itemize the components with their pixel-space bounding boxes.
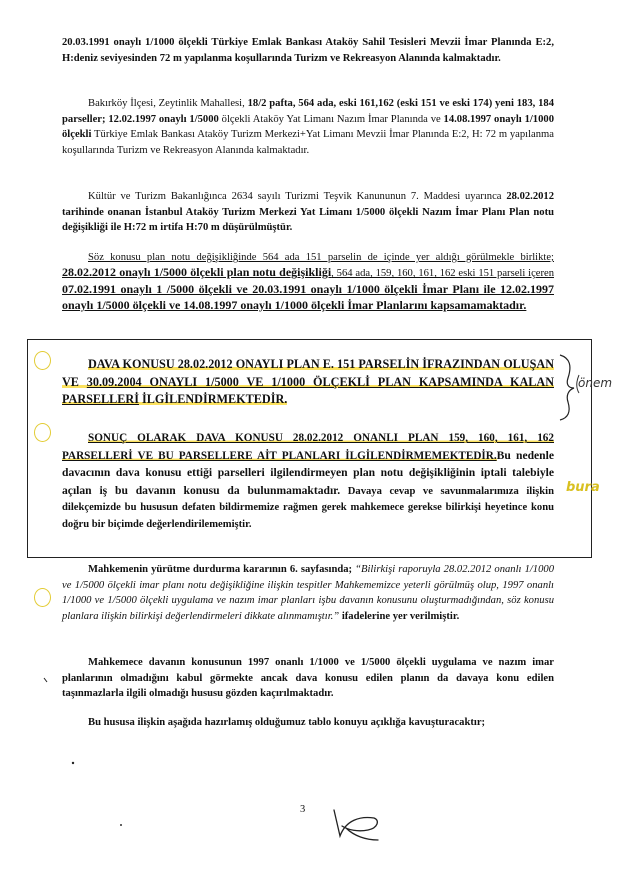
margin-circle-mark	[34, 351, 51, 370]
margin-circle-mark	[34, 423, 51, 442]
paragraph-5-part-1: DAVA KONUSU 28.02.2012 ONAYLI PLAN E. 151 PARSELİN İFRAZINDAN OLUŞAN VE	[62, 357, 554, 389]
paragraph-4-part-2: 28.02.2012 onaylı 1/5000 ölçekli plan notu değişikliği	[62, 265, 332, 280]
margin-tick-mark	[42, 676, 50, 684]
paragraph-4	[62, 250, 554, 315]
margin-dot-mark	[118, 822, 124, 828]
paragraph-6-part-2: Bu nedenle davacının dava konusu ettiği parselleri ilgilendirmeyen plan notu değişikliğinin iptali talebiyle açılan iş bu davanın konusu da bulunmamaktadır.	[62, 448, 554, 497]
paragraph-2	[62, 96, 554, 158]
paragraph-2-part-1: Bakırköy İlçesi, Zeytinlik Mahallesi,	[88, 98, 248, 109]
paragraph-3-part-1: Kültür ve Turizm Bakanlığınca 2634 sayılı Turizmi Teşvik Kanununun 7. Maddesi uyarınca	[88, 191, 507, 202]
paragraph-2-part-4: 14.08.1997 onaylı 1/1000 ölçekli	[62, 113, 554, 141]
paragraph-3	[62, 189, 554, 236]
paragraph-5	[62, 356, 554, 409]
paragraph-8: Mahkemece davanın konusunun 1997 onanlı 1/1000 ve 1/5000 ölçekli uygulama ve nazım imar planlarının olmadığını kabul görmekte ancak dava konusu edilen planın da davaya konu edilen taşınmazlarla ilgili olmadığı hususu gözden kaçırılmaktadır.	[62, 657, 554, 700]
paragraph-4-part-4: 07.02.1991 onaylı 1 /5000 ölçekli ve 20.03.1991 onaylı 1/1000 ölçekli İmar Planı ile 12.02.1997 onaylı 1/5000 ölçekli ve 14.08.1997 onaylı 1/1000 ölçekli İmar Planlarını kapsamamaktadır.	[62, 281, 554, 313]
paragraph-2-part-2: 18/2 pafta, 564 ada, eski 161,162 (eski 151 ve eski 174) yeni 183, 184 parseller; 12.02.1997 onaylı 1/5000	[62, 98, 554, 125]
paragraph-5-part-2: 30.09.2004 ONAYLI 1/5000 VE 1/1000 ÖLÇEKLİ PLAN KAPSAMINDA KALAN PARSELLERİ	[62, 374, 554, 407]
handwritten-brace-mark	[556, 352, 578, 422]
paragraph-4-part-3: , 564 ada, 159, 160, 161, 162 eski 151 parseli içeren	[331, 268, 554, 280]
paragraph-5-part-3: İLGİLENDİRMEKTEDİR.	[138, 392, 288, 407]
paragraph-7	[62, 562, 554, 624]
paragraph-9: Bu hususa ilişkin aşağıda hazırlamış olduğumuz tablo konuyu açıklığa kavuşturacaktır;	[88, 717, 486, 728]
paragraph-6-part-1: SONUÇ OLARAK DAVA KONUSU 28.02.2012 ONANLI PLAN 159, 160, 161, 162 PARSELLERİ VE BU PARSELLERE AİT PLANLARI İLGİLENDİRMEMEKTEDİR.	[62, 432, 554, 462]
paragraph-3-part-2: 28.02.2012 tarihinde onanan İstanbul Ataköy Turizm Merkezi Yat Limanı 1/5000 ölçekli Nazım İmar Planı Plan notu değişikliği ile H:72 m irtifa H:70 m düşürülmüştür.	[62, 191, 554, 234]
paragraph-6	[62, 430, 554, 534]
handwritten-bracket-mark	[576, 372, 602, 396]
paragraph-7-part-3: ifadelerine yer verilmiştir.	[339, 610, 460, 622]
paragraph-4-part-1: Söz konusu plan notu değişikliğinde 564 ada 151 parselin de içinde yer aldığı görülmekle birlikte;	[88, 252, 554, 263]
paragraph-6-part-3: Davaya cevap ve savunmalarımıza ilişkin dilekçemizde bu hususun defaten bildirmemize rağmen gerek mahkemece gerekse bilirkişi heyetince konu doğru bir biçimde değerlendirilememiştir.	[62, 485, 554, 530]
paragraph-2-part-5: Türkiye Emlak Bankası Ataköy Turizm Merkezi+Yat Limanı Mevzii İmar Planında E:2, H: 72 m yapılanma koşullarında Turizm ve Rekreasyon Alanında kalmaktadır.	[62, 129, 554, 156]
paragraph-1: 20.03.1991 onaylı 1/1000 ölçekli Türkiye Emlak Bankası Ataköy Sahil Tesisleri Mevzii İmar Planında E:2, H:deniz seviyesinden 72 m yapılanma koşullarında Turizm ve Rekreasyon Alanında kalmaktadır.	[62, 37, 554, 64]
handwritten-note-onem: önem	[578, 376, 613, 390]
paragraph-7-part-1: Mahkemenin yürütme durdurma kararının 6. sayfasında;	[88, 564, 356, 575]
signature-mark	[326, 800, 386, 846]
paragraph-7-part-2: “Bilirkişi raporuyla 28.02.2012 onanlı 1/1000 ve 1/5000 ölçekli imar planı notu değişikliğine ilişkin tespitler Mahkememizce yeterli görülmüş olup, 1997 onanlı 1/1000 ve 1/5000 ölçekli uygulama ve nazım imar planları işbu davanın konusunu oluşturmadığından, söz konusu planlara ilişkin bilirkişi değerlendirmeleri dikkate alınmamıştır.”	[62, 564, 554, 622]
paragraph-2-part-3: ölçekli Ataköy Yat Limanı Nazım İmar Planında ve	[218, 113, 444, 125]
page-number: 3	[300, 804, 306, 815]
margin-circle-mark	[34, 588, 51, 607]
margin-dot-mark	[70, 760, 76, 766]
handwritten-note-bura: bura	[566, 480, 600, 495]
